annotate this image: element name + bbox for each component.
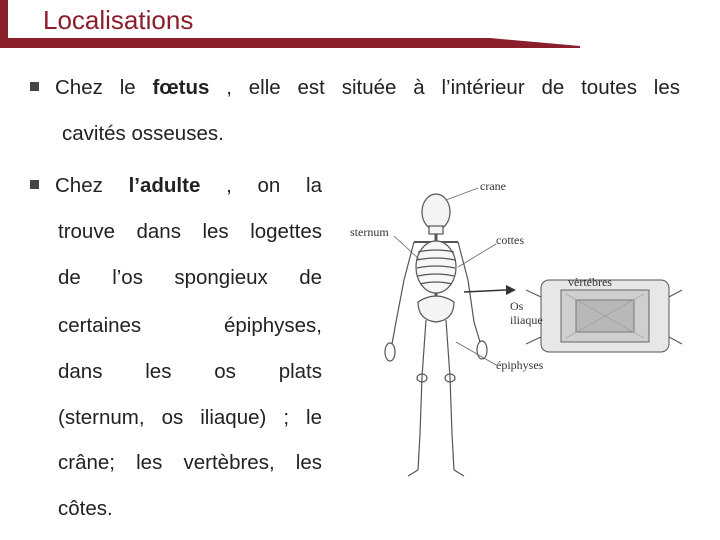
title-bar	[0, 0, 590, 52]
bullet-adult-line: crâne; les vertèbres, les	[58, 451, 322, 474]
label-sternum: sternum	[350, 225, 389, 239]
skeleton-figure	[346, 172, 690, 490]
vertebra-illustration	[526, 280, 682, 352]
bullet-adult-prefix: Chez	[55, 174, 129, 197]
bullet-adult-line: dans les os plats	[58, 360, 322, 383]
bullet-adult-line: certaines épiphyses,	[58, 314, 322, 337]
label-cottes: cottes	[496, 233, 524, 247]
bullet-adult-line: trouve dans les logettes	[58, 220, 322, 243]
bullet-fetus	[30, 76, 680, 100]
label-crane: crane	[480, 179, 506, 193]
bullet-adult	[30, 174, 322, 198]
bullet-adult-text: , on la	[200, 174, 322, 197]
label-epiphyses: épiphyses	[496, 358, 544, 372]
bullet-fetus-continuation: cavités osseuses.	[62, 122, 224, 145]
bullet-square-icon	[30, 82, 39, 91]
bullet-fetus-keyword: fœtus	[152, 76, 210, 99]
label-vertebres: vèrtébres	[568, 275, 612, 289]
label-iliaque: iliaque	[510, 313, 543, 327]
bullet-fetus-text: , elle est située à l’intérieur de toutes les	[209, 76, 680, 99]
page-title: Localisations	[43, 5, 194, 35]
bullet-adult-keyword: l’adulte	[128, 174, 201, 197]
bullet-fetus-prefix: Chez le	[55, 76, 153, 99]
bullet-adult-line: (sternum, os iliaque) ; le	[58, 406, 322, 429]
bullet-adult-line: de l’os spongieux de	[58, 266, 322, 289]
label-os: Os	[510, 299, 524, 313]
bullet-adult-line: côtes.	[58, 497, 113, 520]
bullet-square-icon	[30, 180, 39, 189]
